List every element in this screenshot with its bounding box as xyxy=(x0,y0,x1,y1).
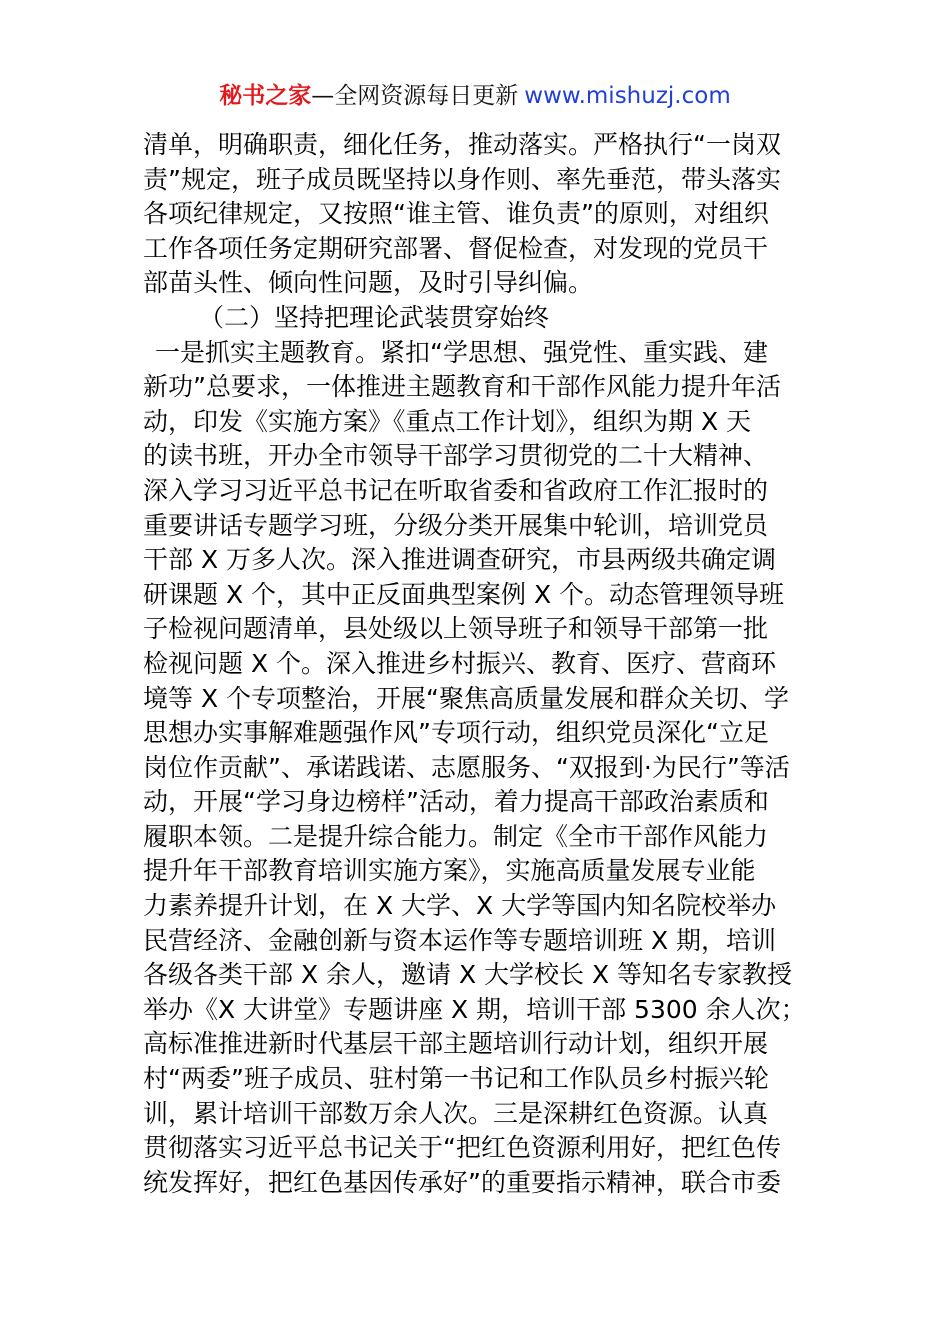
site-url-link[interactable]: www.mishuzj.com xyxy=(524,83,731,109)
document-body xyxy=(143,128,807,1200)
text-line: 检视问题 X 个。深入推进乡村振兴、教育、医疗、营商环 xyxy=(143,648,777,678)
text-line: 境等 X 个专项整治，开展“聚焦高质量发展和群众关切、学 xyxy=(143,683,789,713)
section-heading: （二）坚持把理论武装贯穿始终 xyxy=(199,302,550,332)
text-line: 各级各类干部 X 余人，邀请 X 大学校长 X 等知名专家教授 xyxy=(143,960,793,990)
text-line: 干部 X 万多人次。深入推进调查研究，市县两级共确定调 xyxy=(143,545,777,575)
text-line: 力素养提升计划，在 X 大学、X 大学等国内知名院校举办 xyxy=(143,891,777,921)
text-line: 一是抓实主题教育。紧扣“学思想、强党性、重实践、建 xyxy=(155,337,768,367)
text-line: 深入学习习近平总书记在听取省委和省政府工作汇报时的 xyxy=(143,475,769,505)
text-line: 贯彻落实习近平总书记关于“把红色资源利用好，把红色传 xyxy=(143,1133,781,1163)
text-line: 动，开展“学习身边榜样”活动，着力提高干部政治素质和 xyxy=(143,787,769,817)
text-line: 训，累计培训干部数万余人次。三是深耕红色资源。认真 xyxy=(143,1098,769,1128)
text-line: 提升年干部教育培训实施方案》，实施高质量发展专业能 xyxy=(143,856,756,886)
text-line: 民营经济、金融创新与资本运作等专题培训班 X 期，培训 xyxy=(143,925,777,955)
text-line: 研课题 X 个，其中正反面典型案例 X 个。动态管理领导班 xyxy=(143,579,785,609)
text-line: 清单，明确职责，细化任务，推动落实。严格执行“一岗双 xyxy=(143,130,781,159)
text-line: 履职本领。二是提升综合能力。制定《全市干部作风能力 xyxy=(143,821,769,851)
text-line: 责”规定，班子成员既坚持以身作则、率先垂范，带头落实 xyxy=(143,164,781,194)
text-line: 村“两委”班子成员、驻村第一书记和工作队员乡村振兴轮 xyxy=(143,1064,769,1094)
text-line: 工作各项任务定期研究部署、督促检查，对发现的党员干 xyxy=(143,233,769,263)
text-line: 各项纪律规定，又按照“谁主管、谁负责”的原则，对组织 xyxy=(143,199,769,229)
text-line: 举办《X 大讲堂》专题讲座 X 期，培训干部 5300 余人次； xyxy=(143,994,806,1024)
text-line: 岗位作贡献”、承诺践诺、志愿服务、“双报到·为民行”等活 xyxy=(143,752,790,782)
text-line: 动，印发《实施方案》《重点工作计划》，组织为期 X 天 xyxy=(143,406,752,436)
text-line: 统发挥好，把红色基因传承好”的重要指示精神，联合市委 xyxy=(143,1167,781,1197)
text-line: 的读书班，开办全市领导干部学习贯彻党的二十大精神、 xyxy=(143,441,769,471)
text-line: 重要讲话专题学习班，分级分类开展集中轮训，培训党员 xyxy=(143,510,769,540)
site-header xyxy=(0,80,950,112)
header-tagline: —全网资源每日更新 xyxy=(311,83,519,109)
text-line: 高标准推进新时代基层干部主题培训行动计划，组织开展 xyxy=(143,1029,769,1059)
text-line: 部苗头性、倾向性问题，及时引导纠偏。 xyxy=(143,268,594,298)
text-line: 子检视问题清单，县处级以上领导班子和领导干部第一批 xyxy=(143,614,769,644)
text-line: 思想办实事解难题强作风”专项行动，组织党员深化“立足 xyxy=(143,718,769,748)
text-line: 新功”总要求，一体推进主题教育和干部作风能力提升年活 xyxy=(143,372,781,402)
brand-name: 秘书之家 xyxy=(219,83,312,109)
